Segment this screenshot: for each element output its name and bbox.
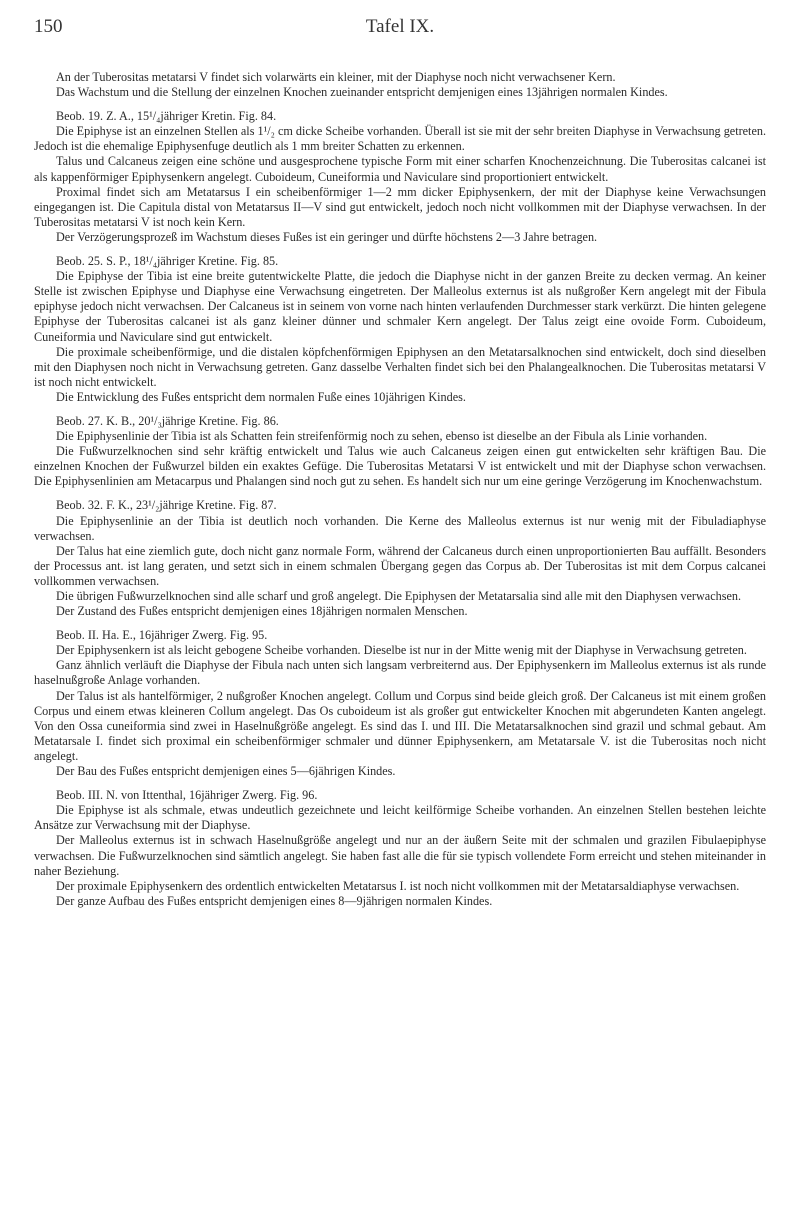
page-title: Tafel IX. bbox=[365, 16, 435, 37]
paragraph: Die Fußwurzelknochen sind sehr kräftig entwickelt und Talus wie auch Calcaneus zeigen einen gut entwickelten sehr kräftigen Bau. Die einzelnen Knochen der Fußwurzel bilden ein exaktes Gefüge. Die Tuberositas Metatarsi V ist entwickelt und mit der Diaphyse schon verwachsen. Die Epiphysenlinien am Metacarpus und Phalangen sind noch gut zu sehen. Es handelt sich nur um eine geringe Verzögerung im Knochenwachstum. bbox=[34, 444, 766, 489]
paragraph: Der Bau des Fußes entspricht demjenigen eines 5—6jährigen Kindes. bbox=[56, 764, 396, 779]
case-heading: Beob. 32. F. K., 23¹/₂jährige Kretine. Fig. 87. bbox=[56, 498, 277, 513]
paragraph: Die Entwicklung des Fußes entspricht dem normalen Fuße eines 10jährigen Kindes. bbox=[56, 389, 466, 404]
case-heading: Beob. 27. K. B., 20¹/₃jährige Kretine. Fig. 86. bbox=[56, 413, 279, 428]
paragraph: Das Wachstum und die Stellung der einzelnen Knochen zueinander entspricht demjenigen eines 13jährigen normalen Kindes. bbox=[56, 85, 668, 100]
paragraph: Der Epiphysenkern ist als leicht gebogene Scheibe vorhanden. Dieselbe ist nur in der Mitte wenig mit der Diaphyse in Verwachsung getreten. bbox=[56, 643, 747, 658]
paragraph: Der ganze Aufbau des Fußes entspricht demjenigen eines 8—9jährigen normalen Kindes. bbox=[56, 893, 493, 908]
paragraph: Die Epiphysenlinie der Tibia ist als Schatten fein streifenförmig noch zu sehen, ebenso ist dieselbe an der Fibula als Linie vorhanden. bbox=[56, 429, 708, 444]
page-header bbox=[34, 16, 766, 44]
paragraph: Die Epiphysenlinie an der Tibia ist deutlich noch vorhanden. Die Kerne des Malleolus externus ist nur wenig mit der Fibuladiaphyse verwachsen. bbox=[34, 513, 766, 543]
page-number: 150 bbox=[34, 16, 63, 37]
case-heading: Beob. 25. S. P., 18¹/₄jähriger Kretine. Fig. 85. bbox=[56, 254, 279, 269]
paragraph: An der Tuberositas metatarsi V findet sich volarwärts ein kleiner, mit der Diaphyse noch nicht verwachsener Kern. bbox=[56, 70, 616, 84]
paragraph: Proximal findet sich am Metatarsus I ein scheibenförmiger 1—2 mm dicker Epiphysenkern, der mit der Diaphyse keine Verwachsungen eingegangen ist. Die Capitula distal von Metatarsus II—V sind gut entwickelt, jedoch noch nicht vollkommen mit der Diaphyse verwachsen. In der Tuberositas metatarsi V ist noch kein Kern. bbox=[34, 184, 766, 229]
case-heading: Beob. 19. Z. A., 15¹/₄jähriger Kretin. Fig. 84. bbox=[56, 109, 277, 124]
paragraph: Der Verzögerungsprozeß im Wachstum dieses Fußes ist ein geringer und dürfte höchstens 2—3 Jahre betragen. bbox=[56, 229, 598, 244]
paragraph: Die Epiphyse ist als schmale, etwas undeutlich gezeichnete und leicht keilförmige Scheibe vorhanden. An einzelnen Stellen bestehen leichte Ansätze zur Verwachsung mit der Diaphyse. bbox=[34, 803, 766, 833]
paragraph: Der Malleolus externus ist in schwach Haselnußgröße angelegt und nur an der äußern Seite mit der schmalen und grazilen Fibulaepiphyse verwachsen. Die Fußwurzelknochen sind sämtlich angelegt. Sie haben fast alle die für sie typisch vollendete Form erreicht und stehen miteinander in naher Beziehung. bbox=[34, 833, 766, 878]
paragraph: Talus und Calcaneus zeigen eine schöne und ausgesprochene typische Form mit einer scharfen Knochenzeichnung. Die Tuberositas calcanei ist als kappenförmiger Epiphysenkern angelegt. Cuboideum, Cuneiformia und Naviculare sind proportioniert entwickelt. bbox=[34, 154, 766, 184]
paragraph: Ganz ähnlich verläuft die Diaphyse der Fibula nach unten sich langsam verbreiternd aus. Der Epiphysenkern im Malleolus externus ist als runde haselnußgroße Anlage vorhanden. bbox=[34, 658, 766, 688]
paragraph: Der proximale Epiphysenkern des ordentlich entwickelten Metatarsus I. ist noch nicht vollkommen mit der Metatarsaldiaphyse verwachsen. bbox=[56, 878, 740, 893]
case-heading: Beob. III. N. von Ittenthal, 16jähriger Zwerg. Fig. 96. bbox=[56, 788, 318, 803]
paragraph: Der Talus hat eine ziemlich gute, doch nicht ganz normale Form, während der Calcaneus durch einen unproportionierten Bau auffällt. Besonders der Processus ant. ist lang geraten, und setzt sich in einem schmalen Übergang gegen das Corpus ab. Der Tuberositas ist mit dem Corpus calcanei vollkommen verwachsen. bbox=[34, 543, 766, 588]
paragraph: Die Epiphyse ist an einzelnen Stellen als 1¹/₂ cm dicke Scheibe vorhanden. Überall ist sie mit der sehr breiten Diaphyse in Verwachsung getreten. Jedoch ist die ehemalige Epiphysenfuge deutlich als 1 mm breiter Schatten zu erkennen. bbox=[34, 124, 766, 154]
body-text bbox=[34, 70, 766, 909]
case-heading: Beob. II. Ha. E., 16jähriger Zwerg. Fig. 95. bbox=[56, 628, 268, 643]
paragraph: Die Epiphyse der Tibia ist eine breite gutentwickelte Platte, die jedoch die Diaphyse nicht in der ganzen Breite zu decken vermag. An keiner Stelle ist zwischen Epiphyse und Diaphyse eine Verwachsung eingetreten. Der Malleolus externus ist als nußgroßer Kern angelegt mit der Fibula epiphyse jedoch nicht verwachsen. Der Calcaneus ist in seinem von vorne nach hinten verlaufenden Durchmesser stark verkürzt. Die hinten gelegene Epiphyse der Tuberositas calcanei ist als ganz kleiner dünner und schmaler Kern angelegt. Der Talus zeigt eine ovoide Form. Cuboideum, Cuneiformia und Naviculare sind gut entwickelt. bbox=[34, 269, 766, 344]
paragraph: Die proximale scheibenförmige, und die distalen köpfchenförmigen Epiphysen an den Metatarsalknochen sind entwickelt, doch sind dieselben mit den Diaphysen noch nicht in Verwachsung getreten. Ganz dasselbe Verhalten findet sich bei den Phalangealknochen. Die Tuberositas metatarsi V ist noch nicht entwickelt. bbox=[34, 344, 766, 389]
paragraph: Der Zustand des Fußes entspricht demjenigen eines 18jährigen normalen Menschen. bbox=[56, 604, 468, 619]
paragraph: Der Talus ist als hantelförmiger, 2 nußgroßer Knochen angelegt. Collum und Corpus sind beide gleich groß. Der Calcaneus ist mit einem großen Corpus und einem etwas kleineren Collum angelegt. Das Os cuboideum ist als großer gut entwickelter Knochen mit abgerundeten Kanten angelegt. Von den Ossa cuneiformia sind zwei in Haselnußgröße angelegt. Es sind das I. und III. Die Metatarsalknochen sind grazil und schmal gebaut. Am Metatarsale I. findet sich proximal ein scheibenförmiger schmaler und dünner Epiphysenkern, am Metatarsale V. ist die Tuberositas noch nicht angelegt. bbox=[34, 688, 766, 763]
paragraph: Die übrigen Fußwurzelknochen sind alle scharf und groß angelegt. Die Epiphysen der Metatarsalia sind alle mit den Diaphysen verwachsen. bbox=[56, 589, 741, 603]
